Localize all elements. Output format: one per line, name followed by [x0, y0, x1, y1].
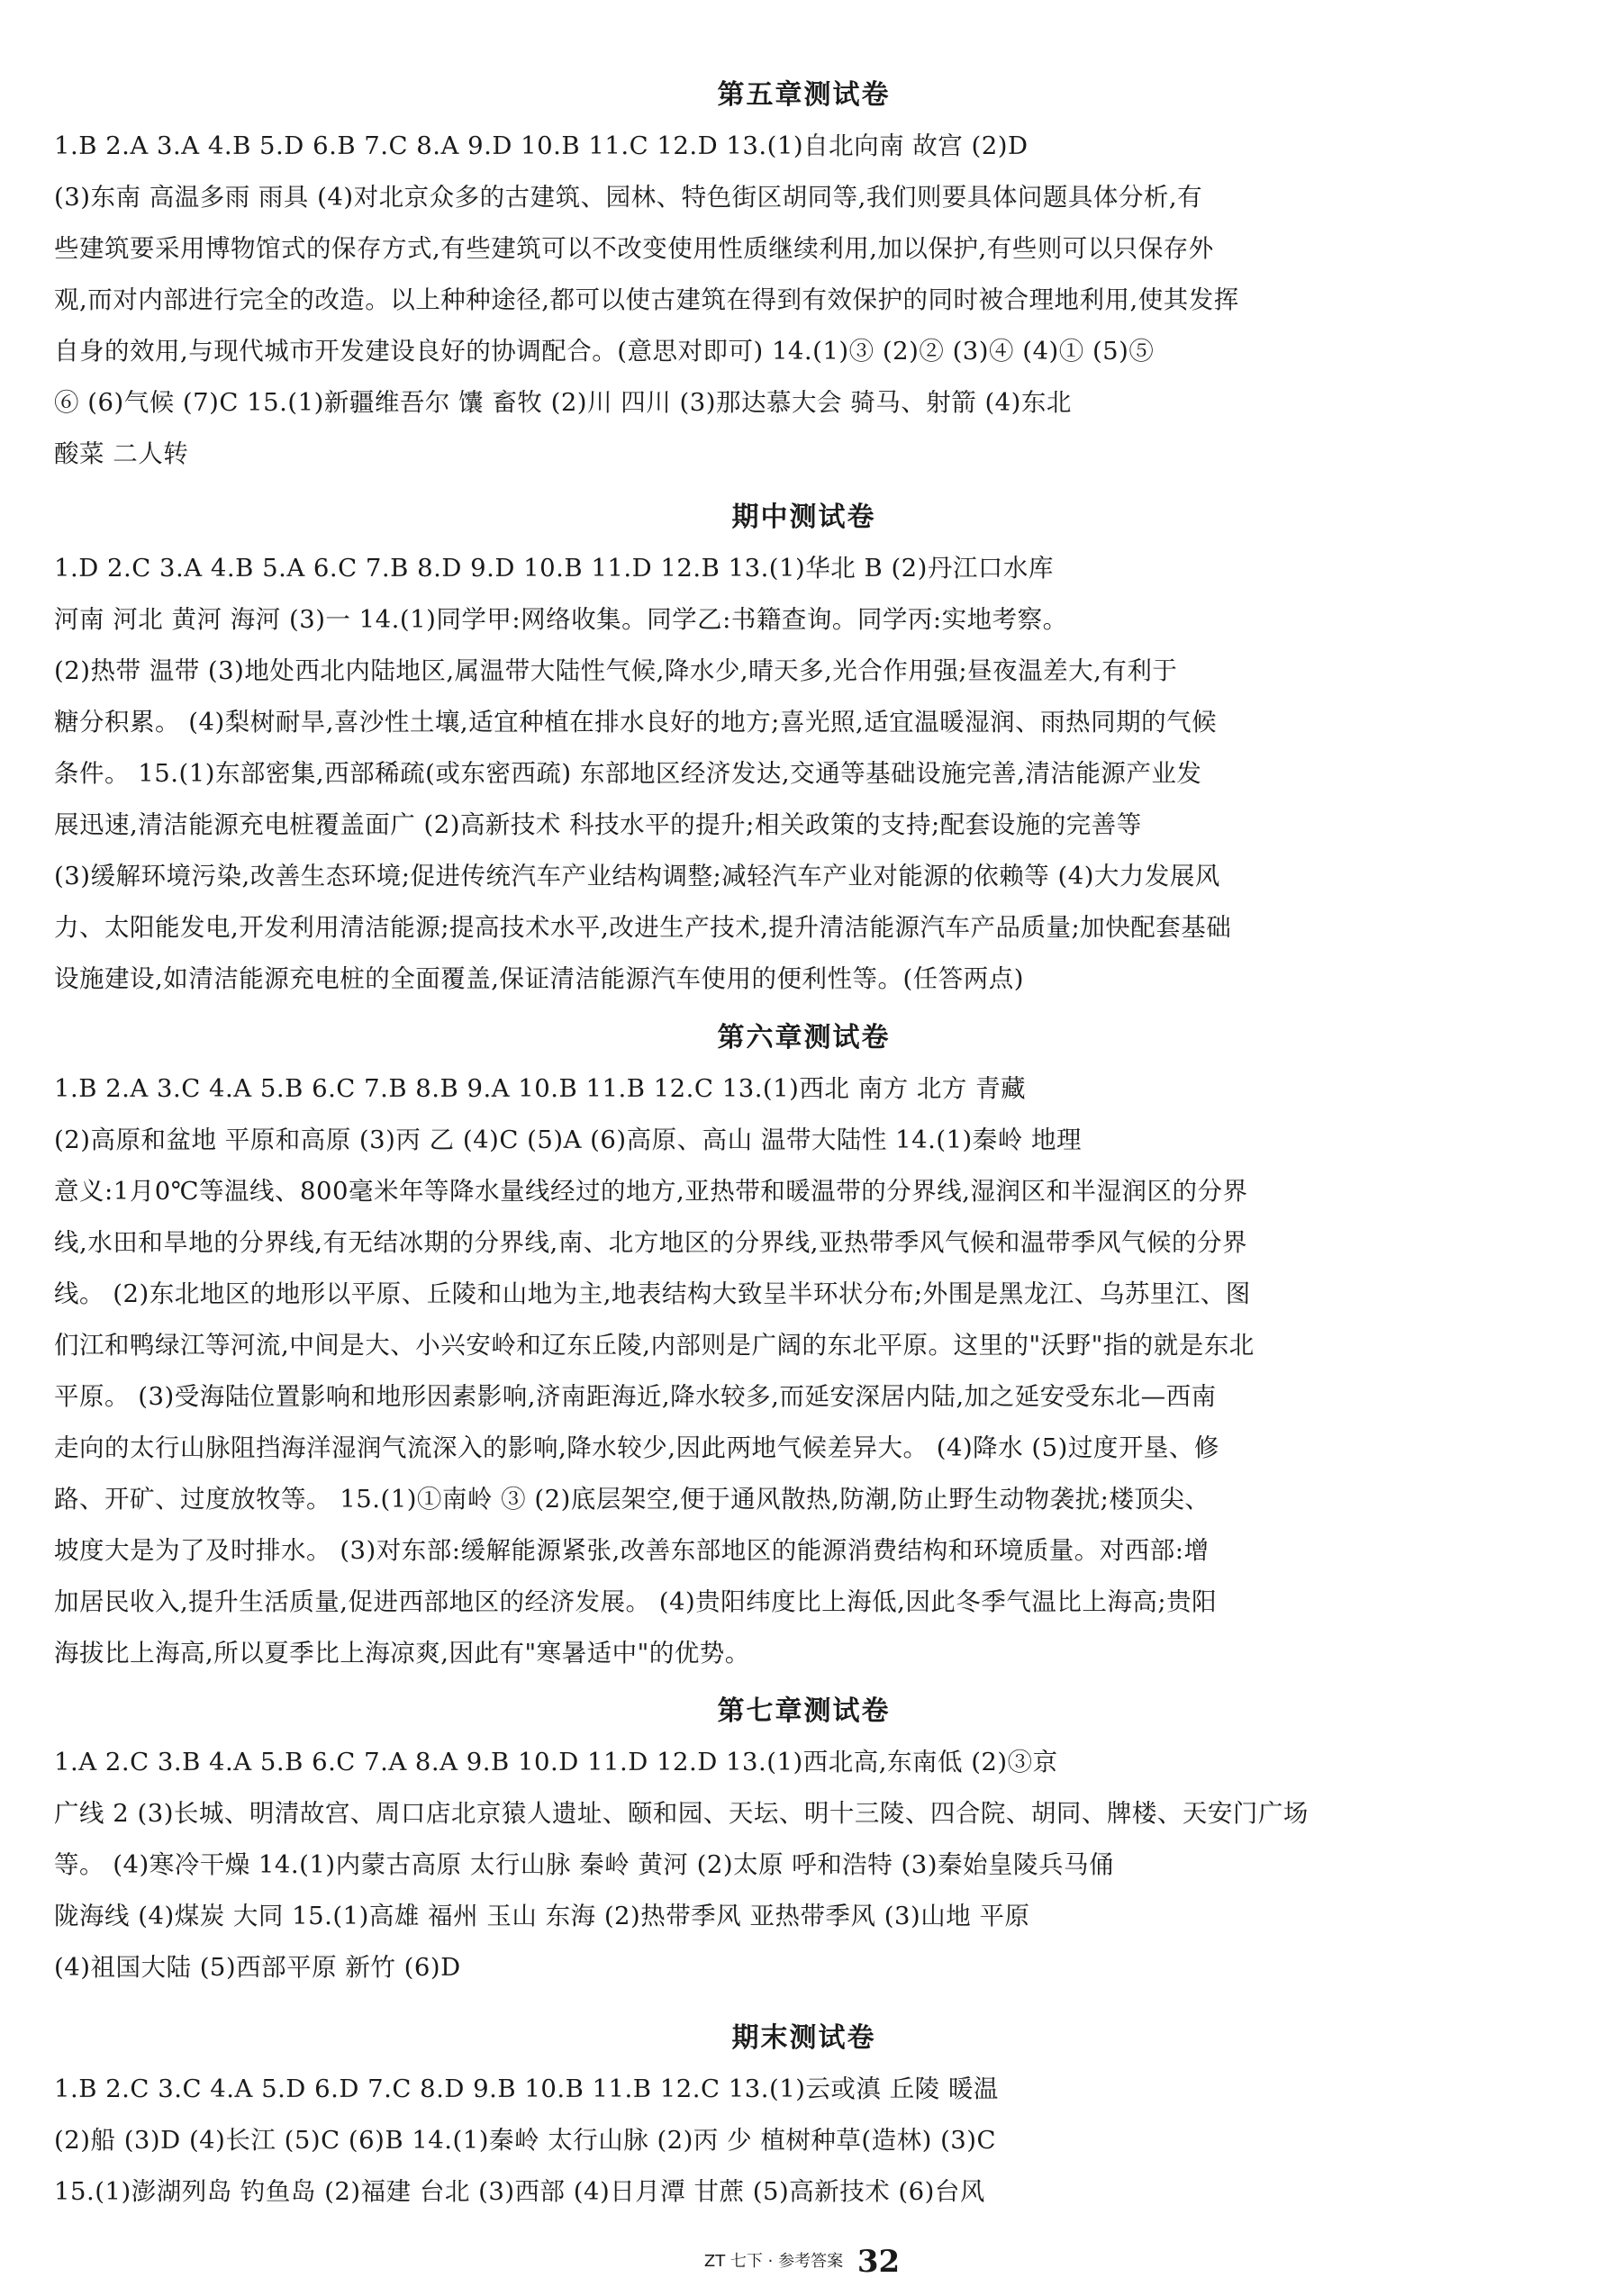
answer-line: 河南 河北 黄河 海河 (3)一 14.(1)同学甲:网络收集。同学乙:书籍查询。同学丙:实地考察。	[54, 605, 1068, 634]
section-title: 第五章测试卷	[717, 79, 891, 111]
answer-line: 条件。 15.(1)东部密集,西部稀疏(或东密西疏) 东部地区经济发达,交通等基础设施完善,清洁能源产业发	[54, 759, 1202, 788]
section-title: 第七章测试卷	[717, 1695, 891, 1727]
answer-line: 1.B 2.C 3.C 4.A 5.D 6.D 7.C 8.D 9.B 10.B 11.B 12.C 13.(1)云或滇 丘陵 暖温	[54, 2075, 999, 2103]
answer-line: 力、太阳能发电,开发利用清洁能源;提高技术水平,改进生产技术,提升清洁能源汽车产品质量;加快配套基础	[54, 913, 1232, 942]
answer-line: 15.(1)澎湖列岛 钓鱼岛 (2)福建 台北 (3)西部 (4)日月潭 甘蔗 (5)高新技术 (6)台风	[54, 2177, 985, 2206]
answer-line: (2)高原和盆地 平原和高原 (3)丙 乙 (4)C (5)A (6)高原、高山 温带大陆性 14.(1)秦岭 地理	[54, 1125, 1083, 1154]
section-midterm	[54, 500, 1554, 1005]
answer-line: 广线 2 (3)长城、明清故宫、周口店北京猿人遗址、颐和园、天坛、明十三陵、四合院、胡同、牌楼、天安门广场	[54, 1799, 1309, 1828]
section-answers	[54, 121, 1554, 480]
answer-line: ⑥ (6)气候 (7)C 15.(1)新疆维吾尔 馕 畜牧 (2)川 四川 (3)那达慕大会 骑马、射箭 (4)东北	[54, 388, 1072, 417]
answer-line: 1.B 2.A 3.A 4.B 5.D 6.B 7.C 8.A 9.D 10.B 11.C 12.D 13.(1)自北向南 故宫 (2)D	[54, 131, 1029, 160]
section-chapter5	[54, 77, 1554, 480]
answer-line: 观,而对内部进行完全的改造。以上种种途径,都可以使古建筑在得到有效保护的同时被合理地利用,使其发挥	[54, 285, 1239, 314]
answer-line: 们江和鸭绿江等河流,中间是大、小兴安岭和辽东丘陵,内部则是广阔的东北平原。这里的"沃野"指的就是东北	[54, 1331, 1255, 1360]
answer-line: 线。 (2)东北地区的地形以平原、丘陵和山地为主,地表结构大致呈半环状分布;外围是黑龙江、乌苏里江、图	[54, 1279, 1251, 1308]
answer-line: 平原。 (3)受海陆位置影响和地形因素影响,济南距海近,降水较多,而延安深居内陆,加之延安受东北—西南	[54, 1382, 1217, 1411]
answer-line: 1.D 2.C 3.A 4.B 5.A 6.C 7.B 8.D 9.D 10.B 11.D 12.B 13.(1)华北 B (2)丹江口水库	[54, 554, 1054, 583]
page-footer	[0, 2246, 1604, 2278]
answer-line: 展迅速,清洁能源充电桩覆盖面广 (2)高新技术 科技水平的提升;相关政策的支持;配套设施的完善等	[54, 810, 1142, 839]
answer-line: 等。 (4)寒冷干燥 14.(1)内蒙古高原 太行山脉 秦岭 黄河 (2)太原 呼和浩特 (3)秦始皇陵兵马俑	[54, 1850, 1114, 1879]
answer-line: 些建筑要采用博物馆式的保存方式,有些建筑可以不改变使用性质继续利用,加以保护,有些则可以只保存外	[54, 234, 1214, 263]
answer-line: 线,水田和旱地的分界线,有无结冰期的分界线,南、北方地区的分界线,亚热带季风气候和温带季风气候的分界	[54, 1228, 1247, 1257]
section-chapter6	[54, 1020, 1554, 1679]
section-chapter7	[54, 1694, 1554, 1993]
answer-line: 意义:1月0℃等温线、800毫米年等降水量线经过的地方,亚热带和暖温带的分界线,湿润区和半湿润区的分界	[54, 1177, 1248, 1206]
answer-line: (2)船 (3)D (4)长江 (5)C (6)B 14.(1)秦岭 太行山脉 (2)丙 少 植树种草(造林) (3)C	[54, 2126, 997, 2155]
section-answers	[54, 2064, 1554, 2218]
answer-page	[54, 0, 1554, 2296]
answer-line: 糖分积累。 (4)梨树耐旱,喜沙性土壤,适宜种植在排水良好的地方;喜光照,适宜温暖湿润、雨热同期的气候	[54, 708, 1218, 737]
section-title: 期中测试卷	[731, 502, 876, 533]
section-title: 期末测试卷	[731, 2022, 876, 2054]
section-final	[54, 2020, 1554, 2218]
answer-line: 自身的效用,与现代城市开发建设良好的协调配合。(意思对即可) 14.(1)③ (2)② (3)④ (4)① (5)⑤	[54, 337, 1155, 366]
answer-line: 酸菜 二人转	[54, 439, 189, 468]
answer-line: (3)缓解环境污染,改善生态环境;促进传统汽车产业结构调整;减轻汽车产业对能源的依赖等 (4)大力发展风	[54, 862, 1220, 890]
answer-line: 设施建设,如清洁能源充电桩的全面覆盖,保证清洁能源汽车使用的便利性等。(任答两点)	[54, 964, 1024, 993]
answer-line: 海拔比上海高,所以夏季比上海凉爽,因此有"寒暑适中"的优势。	[54, 1639, 750, 1668]
answer-line: 1.A 2.C 3.B 4.A 5.B 6.C 7.A 8.A 9.B 10.D 11.D 12.D 13.(1)西北高,东南低 (2)③京	[54, 1748, 1058, 1776]
answer-line: (2)热带 温带 (3)地处西北内陆地区,属温带大陆性气候,降水少,晴天多,光合作用强;昼夜温差大,有利于	[54, 656, 1178, 685]
page-number: 32	[856, 2244, 901, 2280]
section-answers	[54, 543, 1554, 1005]
answer-line: (3)东南 高温多雨 雨具 (4)对北京众多的古建筑、园林、特色街区胡同等,我们则要具体问题具体分析,有	[54, 183, 1203, 212]
answer-line: 坡度大是为了及时排水。 (3)对东部:缓解能源紧张,改善东部地区的能源消费结构和环境质量。对西部:增	[54, 1536, 1210, 1565]
section-title: 第六章测试卷	[717, 1022, 891, 1053]
answer-line: 1.B 2.A 3.C 4.A 5.B 6.C 7.B 8.B 9.A 10.B 11.B 12.C 13.(1)西北 南方 北方 青藏	[54, 1074, 1027, 1103]
section-answers	[54, 1063, 1554, 1679]
footer-label: ZT 七下 · 参考答案	[703, 2252, 844, 2271]
answer-line: 路、开矿、过度放牧等。 15.(1)①南岭 ③ (2)底层架空,便于通风散热,防潮,防止野生动物袭扰;楼顶尖、	[54, 1485, 1210, 1514]
section-answers	[54, 1737, 1554, 1993]
answer-line: 走向的太行山脉阻挡海洋湿润气流深入的影响,降水较少,因此两地气候差异大。 (4)降水 (5)过度开垦、修	[54, 1433, 1219, 1462]
answer-line: (4)祖国大陆 (5)西部平原 新竹 (6)D	[54, 1953, 461, 1982]
answer-line: 陇海线 (4)煤炭 大同 15.(1)高雄 福州 玉山 东海 (2)热带季风 亚热带季风 (3)山地 平原	[54, 1902, 1030, 1930]
answer-line: 加居民收入,提升生活质量,促进西部地区的经济发展。 (4)贵阳纬度比上海低,因此冬季气温比上海高;贵阳	[54, 1587, 1218, 1616]
